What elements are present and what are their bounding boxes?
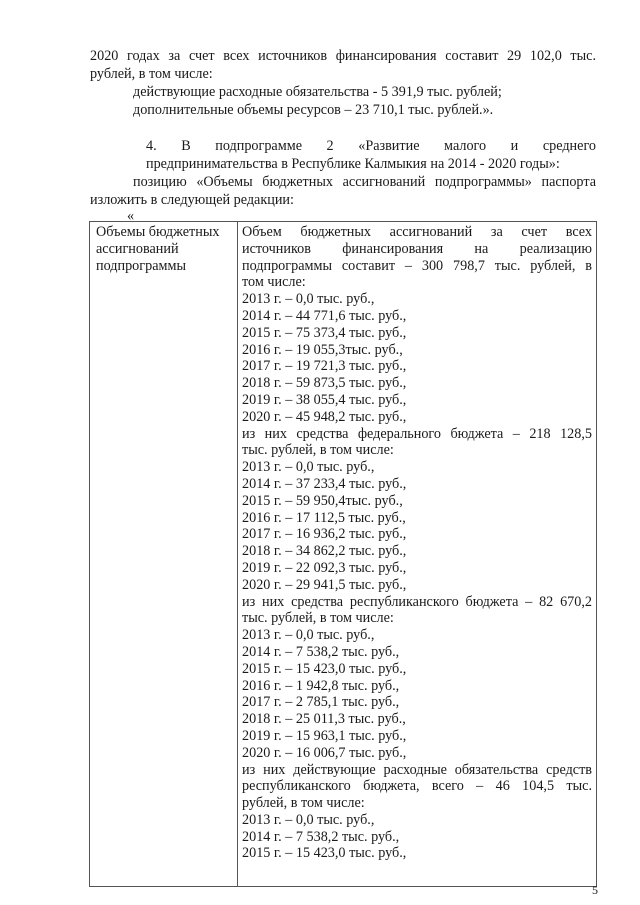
- intro-line-1: 2020 годах за счет всех источников финансирования составит 29 102,0 тыс.: [90, 48, 596, 64]
- left-cell-line: ассигнований: [96, 240, 179, 257]
- right-cell-line: том числе:: [242, 274, 306, 291]
- right-cell-line: 2017 г. – 16 936,2 тыс. руб.,: [242, 526, 407, 543]
- right-cell-line: 2018 г. – 59 873,5 тыс. руб.,: [242, 375, 407, 392]
- right-cell-line: 2016 г. – 19 055,3тыс. руб.,: [242, 341, 403, 358]
- right-cell-line: рублей, в том числе:: [242, 795, 365, 812]
- intro-line-2: рублей, в том числе:: [90, 66, 213, 82]
- right-cell-line: 2013 г. – 0,0 тыс. руб.,: [242, 459, 375, 476]
- column-divider: [237, 222, 238, 886]
- right-cell-line: 2015 г. – 15 423,0 тыс. руб.,: [242, 660, 407, 677]
- item-4-line-4: изложить в следующей редакции:: [90, 192, 294, 208]
- right-cell-line: из них средства республиканского бюджета – 82 670,2: [242, 593, 592, 610]
- right-cell-line: 2017 г. – 2 785,1 тыс. руб.,: [242, 694, 400, 711]
- right-cell-line: 2014 г. – 44 771,6 тыс. руб.,: [242, 307, 407, 324]
- right-cell-line: 2015 г. – 75 373,4 тыс. руб.,: [242, 324, 407, 341]
- intro-line-4: дополнительные объемы ресурсов – 23 710,1 тыс. рублей.».: [133, 102, 494, 118]
- right-cell-line: 2020 г. – 29 941,5 тыс. руб.,: [242, 576, 407, 593]
- right-cell-line: подпрограммы составит – 300 798,7 тыс. рублей, в: [242, 257, 592, 274]
- budget-table: [89, 221, 597, 887]
- right-cell-line: 2016 г. – 17 112,5 тыс. руб.,: [242, 509, 406, 526]
- item-4-line-2: предпринимательства в Республике Калмыкия на 2014 - 2020 годы»:: [146, 156, 560, 172]
- right-cell-line: 2013 г. – 0,0 тыс. руб.,: [242, 627, 375, 644]
- right-cell-line: тыс. рублей, в том числе:: [242, 442, 394, 459]
- right-cell-line: 2018 г. – 34 862,2 тыс. руб.,: [242, 543, 407, 560]
- right-cell-line: 2014 г. – 7 538,2 тыс. руб.,: [242, 828, 400, 845]
- right-cell-line: республиканского бюджета, всего – 46 104,5 тыс.: [242, 778, 592, 795]
- left-cell-line: Объемы бюджетных: [96, 224, 220, 240]
- left-cell-line: подпрограммы: [96, 257, 186, 274]
- right-cell-line: 2018 г. – 25 011,3 тыс. руб.,: [242, 711, 406, 728]
- right-cell-line: 2013 г. – 0,0 тыс. руб.,: [242, 291, 375, 308]
- right-cell-line: источников финансирования на реализацию: [242, 240, 592, 257]
- right-cell-line: 2017 г. – 19 721,3 тыс. руб.,: [242, 358, 407, 375]
- right-cell-line: из них действующие расходные обязательства средств: [242, 761, 592, 778]
- opening-quote: «: [127, 208, 135, 224]
- right-cell-line: 2020 г. – 16 006,7 тыс. руб.,: [242, 744, 407, 761]
- page-number: 5: [592, 883, 598, 897]
- intro-line-3: действующие расходные обязательства - 5 391,9 тыс. рублей;: [133, 84, 502, 100]
- item-4-line-1: 4. В подпрограмме 2 «Развитие малого и среднего: [146, 138, 596, 154]
- right-cell-line: 2015 г. – 59 950,4тыс. руб.,: [242, 492, 403, 509]
- right-cell-line: Объем бюджетных ассигнований за счет всех: [242, 224, 592, 240]
- right-cell-line: тыс. рублей, в том числе:: [242, 610, 394, 627]
- right-cell-line: 2019 г. – 22 092,3 тыс. руб.,: [242, 559, 407, 576]
- right-cell-line: 2015 г. – 15 423,0 тыс. руб.,: [242, 845, 407, 862]
- table-right-cell: [242, 224, 592, 862]
- right-cell-line: 2013 г. – 0,0 тыс. руб.,: [242, 811, 375, 828]
- right-cell-line: 2014 г. – 37 233,4 тыс. руб.,: [242, 475, 407, 492]
- right-cell-line: 2019 г. – 38 055,4 тыс. руб.,: [242, 391, 407, 408]
- right-cell-line: 2016 г. – 1 942,8 тыс. руб.,: [242, 677, 400, 694]
- right-cell-line: 2019 г. – 15 963,1 тыс. руб.,: [242, 727, 407, 744]
- right-cell-line: 2020 г. – 45 948,2 тыс. руб.,: [242, 408, 407, 425]
- item-4-line-3: позицию «Объемы бюджетных ассигнований подпрограммы» паспорта: [133, 174, 596, 190]
- table-left-cell: [96, 224, 231, 274]
- right-cell-line: 2014 г. – 7 538,2 тыс. руб.,: [242, 643, 400, 660]
- right-cell-line: из них средства федерального бюджета – 218 128,5: [242, 425, 592, 442]
